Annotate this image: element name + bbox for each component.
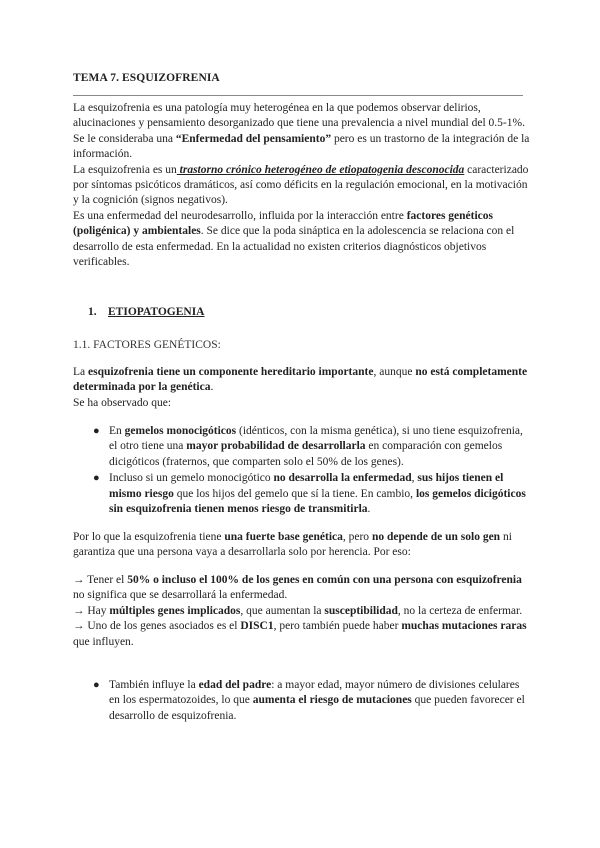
genetics-observed-line: Se ha observado que: [73,396,172,409]
intro-paragraph-1: La esquizofrenia es una patología muy heterogénea en la que podemos observar delirios, alucinaciones y pensamiento desorganizado que tiene una prevalencia a nivel mundial del 0.5-1%. [73,102,525,130]
arrow-points [73,573,533,650]
arrow-point-3: → Uno de los genes asociados es el DISC1, pero también puede haber muchas mutaciones raras que influyen. [73,620,527,648]
father-age-bullet-list [93,678,533,724]
intro-paragraph-2: Se le consideraba una “Enfermedad del pensamiento” pero es un trastorno de la integración de la información. [73,132,530,161]
bullet-icon: ● [93,679,100,691]
bullet-icon: ● [93,472,100,485]
page-title: TEMA 7. ESQUIZOFRENIA [73,72,220,84]
twin-bullet-list [93,424,533,517]
intro-paragraph-4: Es una enfermedad del neurodesarrollo, influida por la interacción entre factores genéticos (poligénica) y ambientales. Se dice que la poda sináptica en la adolescencia se relaciona con el desarrollo de esta enfermedad. En la actualidad no existen criterios diagnósticos objetivos verificables. [73,209,515,269]
list-item: ● También influye la edad del padre: a mayor edad, mayor número de divisiones celulares en los espermatozoides, lo que aumenta el riesgo de mutaciones que pueden favorecer el desarrollo de esquizofrenia. [93,679,525,722]
list-item: ● En gemelos monocigóticos (idénticos, con la misma genética), si uno tiene esquizofrenia, el otro tiene una mayor probabilidad de desarrollarla en comparación con gemelos dicigóticos (fraternos, que comparten solo el 50% de los genes). [93,425,523,468]
conclusion-paragraph: Por lo que la esquizofrenia tiene una fuerte base genética, pero no depende de un solo gen ni garantiza que una persona vaya a desarrollarla solo por herencia. Por eso: [73,531,512,559]
arrow-point-2: → Hay múltiples genes implicados, que aumentan la susceptibilidad, no la certeza de enfermar. [73,604,523,617]
title-divider [73,95,523,96]
section-heading-etiopatogenia: 1. ETIOPATOGENIA [88,306,205,318]
genetics-intro [73,365,533,411]
intro-section [73,101,533,270]
arrow-point-1: → Tener el 50% o incluso el 100% de los genes en común con una persona con esquizofrenia no significa que se desarrollará la enfermedad. [73,574,522,602]
genetics-paragraph: La esquizofrenia tiene un componente hereditario importante, aunque no está completamente determinada por la genética. [73,366,528,394]
subsection-heading-factores-geneticos: 1.1. FACTORES GENÉTICOS: [73,339,221,351]
bullet-icon: ● [93,425,100,437]
intro-paragraph-3: La esquizofrenia es un trastorno crónico heterogéneo de etiopatogenia desconocida caracterizado por síntomas psicóticos dramáticos, así como déficits en la regulación emocional, en la motivación y la cognición (signos negativos). [73,163,529,207]
list-item: ● Incluso si un gemelo monocigótico no desarrolla la enfermedad, sus hijos tienen el mismo riesgo que los hijos del gemelo que sí la tiene. En cambio, los gemelos dicigóticos sin esquizofrenia tienen menos riesgo de transmitirla. [93,472,526,516]
